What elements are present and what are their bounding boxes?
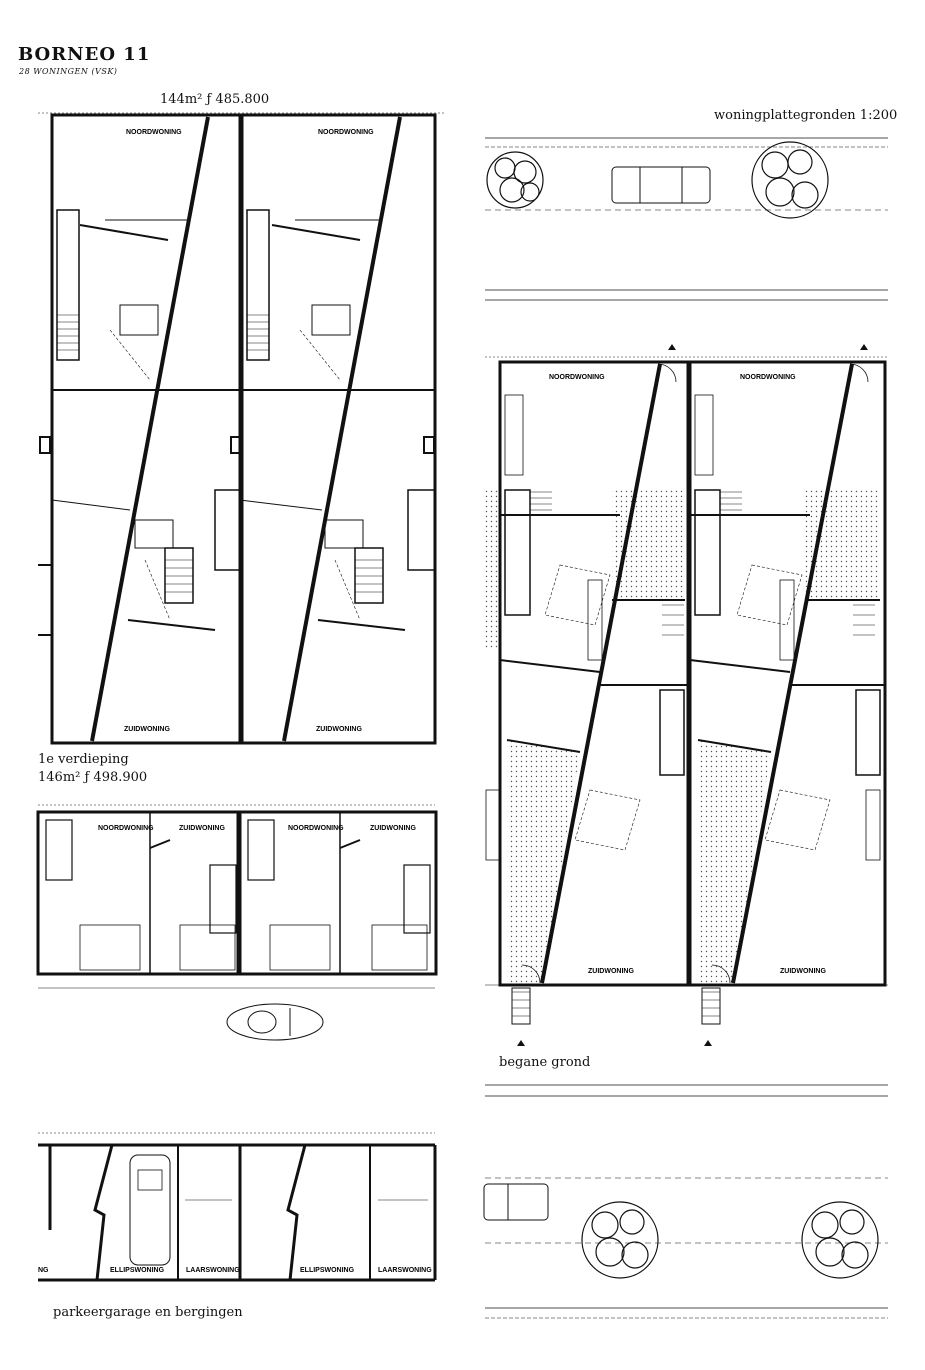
parking-plan [38, 1133, 435, 1280]
upper-north-label-1: NOORDWONING [126, 129, 182, 136]
street-bottom [484, 1085, 888, 1318]
car-side-bottom [484, 1184, 548, 1220]
ground-south-label-2: ZUIDWONING [780, 968, 826, 975]
street-top [485, 138, 888, 300]
scale-caption: woningplattegronden 1:200 [714, 108, 898, 123]
tree-3 [582, 1202, 658, 1278]
parking-caption: parkeergarage en bergingen [53, 1305, 243, 1320]
page-subtitle: 28 WONINGEN (VSK) [19, 67, 118, 76]
ground-north-label-1: NOORDWONING [549, 374, 605, 381]
tree-2 [752, 142, 828, 218]
upper-plan-caption: 144m² ƒ 485.800 [160, 92, 270, 107]
first-floor-price-caption: 146m² ƒ 498.900 [38, 770, 148, 785]
parking-ellipse-label-2: ELLIPSWONING [300, 1267, 355, 1274]
parking-cut-label: NG [38, 1267, 49, 1274]
ground-south-label-1: ZUIDWONING [588, 968, 634, 975]
parking-boot-label-1: LAARSWONING [186, 1267, 240, 1274]
upper-floor-plan [38, 113, 445, 743]
first-south-label-1: ZUIDWONING [179, 825, 225, 832]
first-north-label-1: NOORDWONING [98, 825, 154, 832]
first-floor-caption: 1e verdieping [38, 752, 129, 767]
parking-ellipse-label-1: ELLIPSWONING [110, 1267, 165, 1274]
ground-floor-plan [485, 344, 888, 1046]
upper-south-label-1: ZUIDWONING [124, 726, 170, 733]
tree-1 [487, 152, 543, 208]
first-north-label-2: NOORDWONING [288, 825, 344, 832]
tree-4 [802, 1202, 878, 1278]
car-top-view [227, 1004, 323, 1040]
ground-floor-caption: begane grond [499, 1055, 591, 1070]
first-south-label-2: ZUIDWONING [370, 825, 416, 832]
page-title: BORNEO 11 [18, 44, 151, 65]
upper-north-label-2: NOORDWONING [318, 129, 374, 136]
parking-boot-label-2: LAARSWONING [378, 1267, 432, 1274]
first-floor-plan [38, 805, 436, 988]
ground-north-label-2: NOORDWONING [740, 374, 796, 381]
upper-south-label-2: ZUIDWONING [316, 726, 362, 733]
car-side-top [612, 167, 710, 203]
